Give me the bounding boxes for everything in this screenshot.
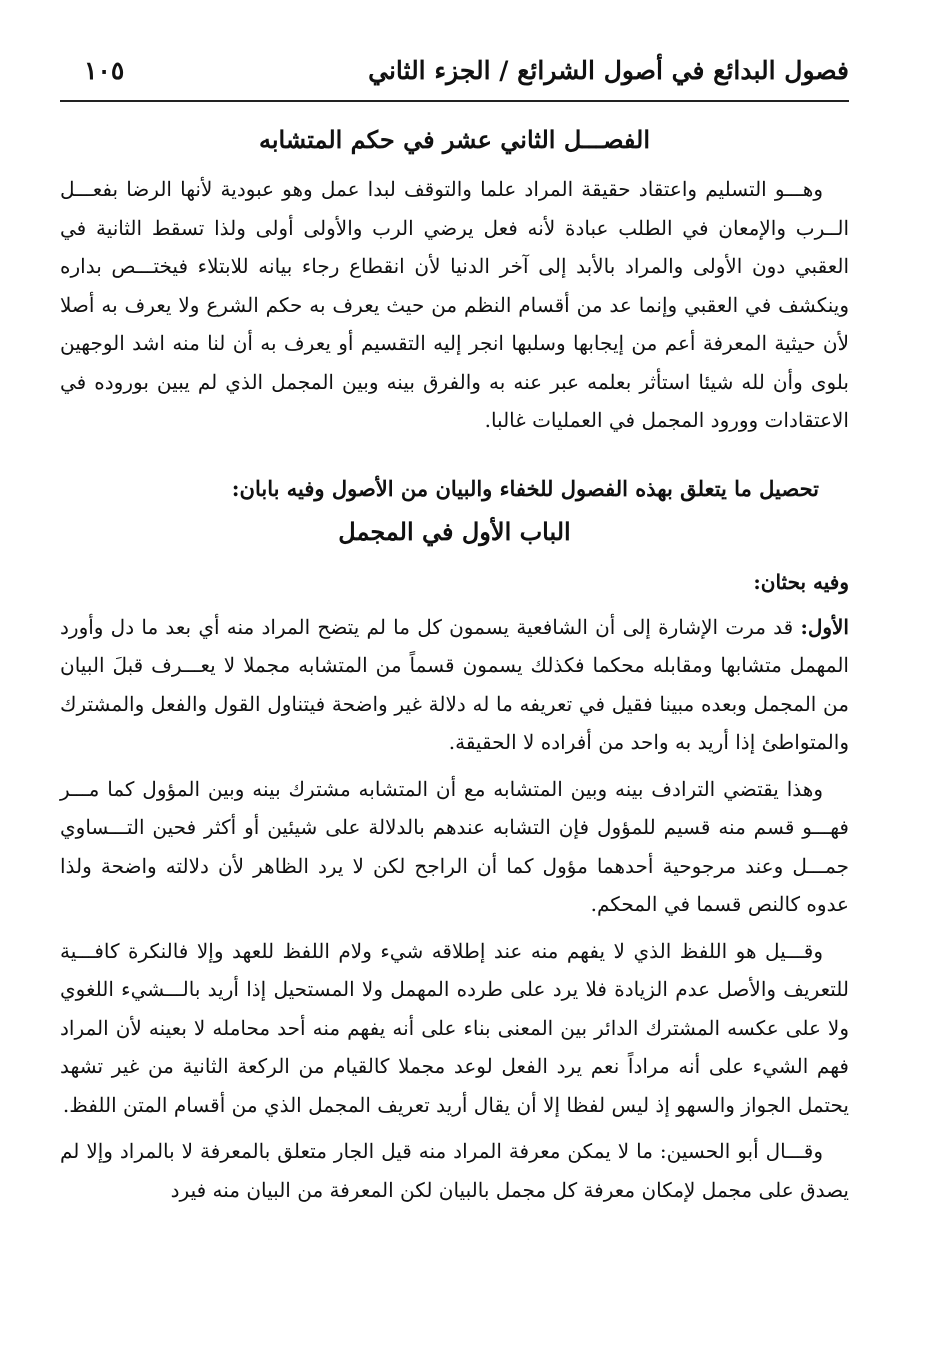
paragraph-2: وهذا يقتضي الترادف بينه وبين المتشابه مع أن المتشابه مشترك بينه وبين المؤول كما مـــر فهـــو قسم منه قسيم للمؤول فإن التشابه عندهم بالدلالة على شيئين أو أكثر فحين التـــساوي جمـــل وعند مرجوحية أحدهما مؤول كما أن الراجح لكن لا يرد الظاهر لأن دلالته واضحة ولذا عدوه كالنص قسما في المحكم.: [60, 776, 849, 916]
paragraph-first-text: قد مرت الإشارة إلى أن الشافعية يسمون كل ما لم يتضح المراد منه أي بعد ما دل وأورد المهمل متشابها ومقابله محكما فكذلك يسمون قسماً من المتشابه مجملا لا يعـــرف قبلَ البيان من المجمل وبعده مبينا فقيل في تعريفه ما له دلالة غير واضحة فيتناول القول والفعل والمشترك والمتواطئ إذا أريد به واحد من أفراده لا الحقيقة.: [60, 614, 849, 754]
paragraph-lead: الأول:: [800, 614, 849, 639]
section-title: الفصـــل الثاني عشر في حكم المتشابه: [258, 125, 651, 154]
spacer: [60, 1124, 849, 1132]
section-paragraph: وهـــو التسليم واعتقاد حقيقة المراد علما والتوقف لبدا عمل وهو عبودية لأنها الرضا بفعـــل الــرب والإمعان في الطلب عبادة لأنه فعل يرضي الرب والأولى أولى ولذا تسقط الثانية في العقبي دون الأولى والمراد بالأبد إلى آخر الدنيا لأن انقطاع رجاء بيانه للابتلاء فيختـــص بداره وينكشف في العقبي وإنما عد من أقسام النظم من حيث يعرف به حكم الشرع ولا يعرف به أصلا لأن حيثية المعرفة أعم من إيجابها وسلبها انجر إليه التقسيم أو يعرف به أن لنا منه اشد الوجهين بلوى وأن لله شيئا استأثر بعلمه عبر عنه به والفرق بينه وبين المجمل الذي لم يبين بوروده في الاعتقادات وورود المجمل في العمليات غالبا.: [60, 177, 850, 432]
paragraph-first: [60, 608, 849, 762]
spacer: [60, 924, 849, 932]
running-title: فصول البدائع في أصول الشرائع / الجزء الثاني: [368, 56, 849, 85]
page-number: ١٠٥: [84, 56, 125, 85]
spacer: [60, 762, 849, 770]
running-header: [60, 52, 849, 92]
paragraph-3: وقـــيل هو اللفظ الذي لا يفهم منه عند إطلاقه شيء ولام اللفظ للعهد وإلا فالنكرة كافـــية للتعريف والأصل عدم الزيادة فلا يرد على طرده المهمل ولا المستحيل إذا أريد بالـــشيء اللغوي ولا على عكسه المشترك الدائر بين المعنى بناء على أنه يفهم منه أحد محامله لا بعينه لأن المراد فهم الشيء على أنه مراداً نعم يرد الفعل لوعد مجملا كالقيام من الركعة الثانية من غير تشهد يحتمل الجواز والسهو إذ ليس لفظا إلا أن يقال أريد تعريف المجمل الذي من أقسام المتن اللفظ.: [60, 938, 849, 1117]
subsection-title: وفيه بحثان:: [753, 569, 849, 594]
header-rule: [60, 100, 849, 102]
chapter-title: الباب الأول في المجمل: [338, 516, 571, 546]
paragraph-4: وقـــال أبو الحسين: ما لا يمكن معرفة المراد منه قيل الجار متعلق بالمعرفة لا بالمراد وإلا لم يصدق على مجمل لإمكان معرفة كل مجمل بالبيان لكن المعرفة من البيان منه فيرد: [60, 1139, 849, 1202]
summary-heading: تحصيل ما يتعلق بهذه الفصول للخفاء والبيان من الأصول وفيه بابان:: [231, 475, 819, 501]
spacer: [60, 600, 849, 608]
spacer: [60, 440, 849, 470]
page-body: [60, 118, 849, 1209]
